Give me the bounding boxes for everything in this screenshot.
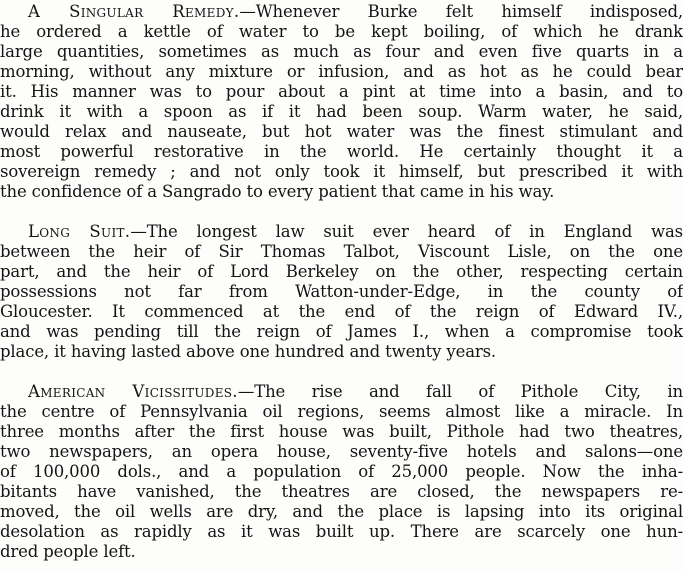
article-first-line	[0, 2, 683, 22]
text-line: between the heir of Sir Thomas Talbot, Viscount Lisle, on the one	[0, 242, 683, 261]
text-line: desolation as rapidly as it was built up. There are scarcely one hun-	[0, 522, 683, 541]
text-line: the confidence of a Sangrado to every patient that came in his way.	[0, 182, 555, 201]
article-first-line	[0, 222, 683, 242]
text-line: the centre of Pennsylvania oil regions, seems almost like a miracle. In	[0, 402, 683, 421]
text-line: large quantities, sometimes as much as four and even five quarts in a	[0, 42, 683, 61]
text-line: and was pending till the reign of James I., when a compromise took	[0, 322, 683, 341]
text-line: bitants have vanished, the theatres are closed, the newspapers re-	[0, 482, 683, 501]
text-line: sovereign remedy ; and not only took it himself, but prescribed it with	[0, 162, 683, 181]
text-line: it. His manner was to pour about a pint at time into a basin, and to	[0, 82, 683, 101]
text-line: —Whenever Burke felt himself indisposed,	[239, 2, 683, 21]
text-line: moved, the oil wells are dry, and the place is lapsing into its original	[0, 502, 683, 521]
text-line: drink it with a spoon as if it had been soup. Warm water, he said,	[0, 102, 683, 121]
text-line: —The longest law suit ever heard of in England was	[130, 222, 683, 241]
text-line: of 100,000 dols., and a population of 25,000 people. Now the inha-	[0, 462, 683, 481]
text-line: part, and the heir of Lord Berkeley on the other, respecting certain	[0, 262, 683, 281]
text-line: Gloucester. It commenced at the end of the reign of Edward IV.,	[0, 302, 683, 321]
article-heading: Long Suit.	[28, 222, 131, 241]
text-line: two newspapers, an opera house, seventy-five hotels and salons—one	[0, 442, 683, 461]
article-heading: American Vicissitudes.	[28, 382, 238, 401]
text-line: three months after the first house was built, Pithole had two theatres,	[0, 422, 683, 441]
text-line: would relax and nauseate, but hot water was the finest stimulant and	[0, 122, 683, 141]
text-line: most powerful restorative in the world. He certainly thought it a	[0, 142, 683, 161]
text-line: he ordered a kettle of water to be kept boiling, of which he drank	[0, 22, 683, 41]
text-line: —The rise and fall of Pithole City, in	[237, 382, 683, 401]
article-first-line	[0, 382, 683, 402]
text-line: place, it having lasted above one hundred and twenty years.	[0, 342, 497, 361]
text-line: morning, without any mixture or infusion, and as hot as he could bear	[0, 62, 683, 81]
article-heading: A Singular Remedy.	[28, 2, 240, 21]
text-line: possessions not far from Watton-under-Edge, in the county of	[0, 282, 683, 301]
text-line: dred people left.	[0, 542, 136, 561]
